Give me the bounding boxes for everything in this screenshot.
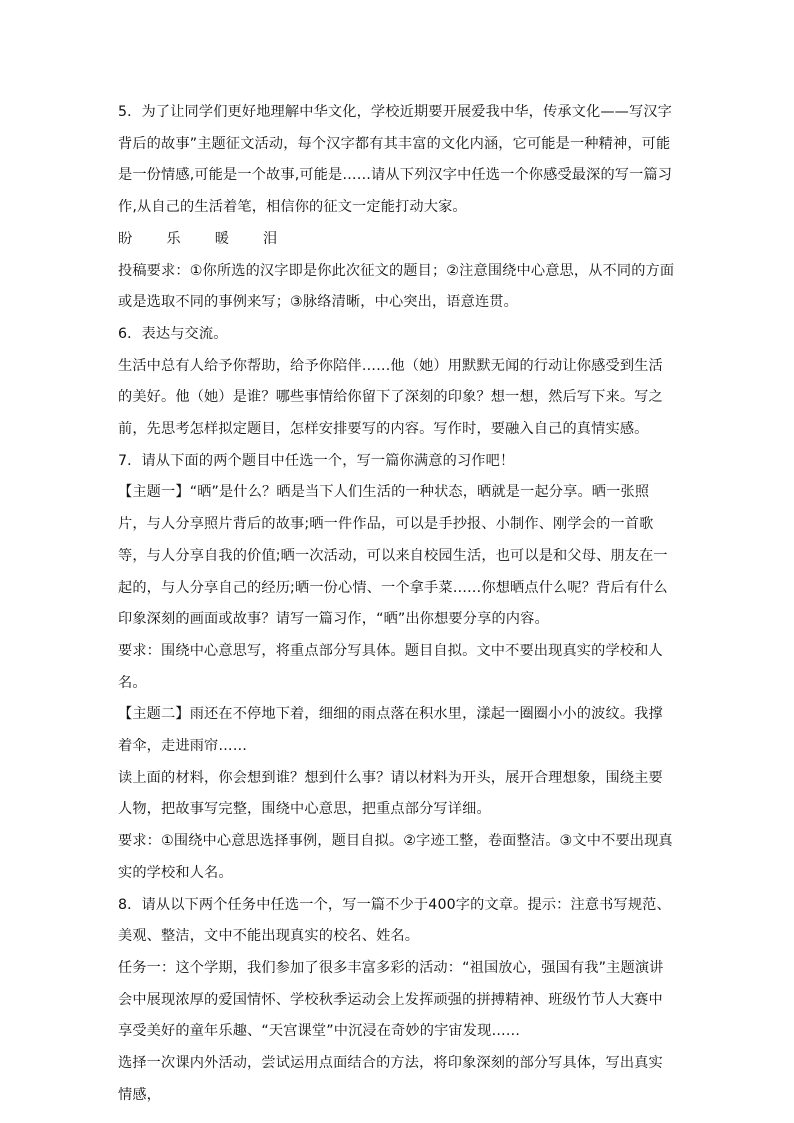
character-options bbox=[118, 224, 676, 256]
question-8-task-1-instructions: 选择一次课内外活动，尝试运用点面结合的方法，将印象深刻的部分写具体，写出真实情感， bbox=[118, 1055, 663, 1103]
question-7-theme-2: 【主题二】雨还在不停地下着，细细的雨点落在积水里，漾起一圈圈小小的波纹。我撑着伞，走进雨帘…… bbox=[118, 706, 663, 755]
question-7-theme-1: 【主题一】“晒”是什么？晒是当下人们生活的一种状态，晒就是一起分享。晒一张照片，与人分享照片背后的故事;晒一件作品，可以是手抄报、小制作、刚学会的一首歌等，与人分享自我的价值;晒一次活动，可以来自校园生活，也可以是和父母、朋友在一起的，与人分享自己的经历;晒一份心情、一个拿手菜……你想晒点什么呢？背后有什么印象深刻的画面或故事？请写一篇习作，“晒”出你想要分享的内容。 bbox=[118, 484, 668, 628]
question-5-prompt: 5．为了让同学们更好地理解中华文化，学校近期要开展爱我中华，传承文化——写汉字背后的故事”主题征文活动，每个汉字都有其丰富的文化内涵，它可能是一种精神，可能是一份情感,可能是一个故事,可能是……请从下列汉字中任选一个你感受最深的写一篇习作,从自己的生活着笔，相信你的征文一定能打动大家。 bbox=[118, 104, 673, 216]
document-body bbox=[118, 97, 676, 1112]
character-option: 盼 bbox=[118, 230, 133, 247]
question-5-requirements: 投稿要求：①你所选的汉字即是你此次征文的题目；②注意围绕中心意思，从不同的方面或是选取不同的事例来写；③脉络清晰，中心突出，语意连贯。 bbox=[118, 262, 675, 311]
character-option: 泪 bbox=[263, 230, 278, 247]
question-7-theme-2-instructions: 读上面的材料，你会想到谁？想到什么事？请以材料为开头，展开合理想象，围绕主要人物，把故事写完整，围绕中心意思，把重点部分写详细。 bbox=[118, 769, 663, 818]
question-7-title: 7．请从下面的两个题目中任选一个，写一篇你满意的习作吧！ bbox=[118, 452, 515, 469]
question-8-task-1: 任务一：这个学期，我们参加了很多丰富多彩的活动：“祖国放心，强国有我”主题演讲会中展现浓厚的爱国情怀、学校秋季运动会上发挥顽强的拼搏精神、班级竹节人大赛中享受美好的童年乐趣、“天宫课堂”中沉浸在奇妙的宇宙发现…… bbox=[118, 959, 664, 1040]
question-6-prompt: 生活中总有人给予你帮助，给予你陪伴……他（她）用默默无闻的行动让你感受到生活的美好。他（她）是谁？哪些事情给你留下了深刻的印象？想一想，然后写下来。写之前，先思考怎样拟定题目，怎样安排要写的内容。写作时，要融入自己的真情实感。 bbox=[118, 357, 663, 438]
question-6-title: 6．表达与交流。 bbox=[118, 325, 228, 342]
character-option: 乐 bbox=[166, 230, 181, 247]
question-8-title: 8．请从以下两个任务中任选一个，写一篇不少于400字的文章。提示：注意书写规范、美观、整洁，文中不能出现真实的校名、姓名。 bbox=[118, 896, 671, 945]
character-option: 暖 bbox=[214, 230, 230, 247]
question-7-theme-2-requirements: 要求：①围绕中心意思选择事例，题目自拟。②字迹工整，卷面整洁。③文中不要出现真实的学校和人名。 bbox=[118, 833, 673, 881]
question-7-theme-1-requirements: 要求：围绕中心意思写，将重点部分写具体。题目自拟。文中不要出现真实的学校和人名。 bbox=[118, 642, 663, 691]
